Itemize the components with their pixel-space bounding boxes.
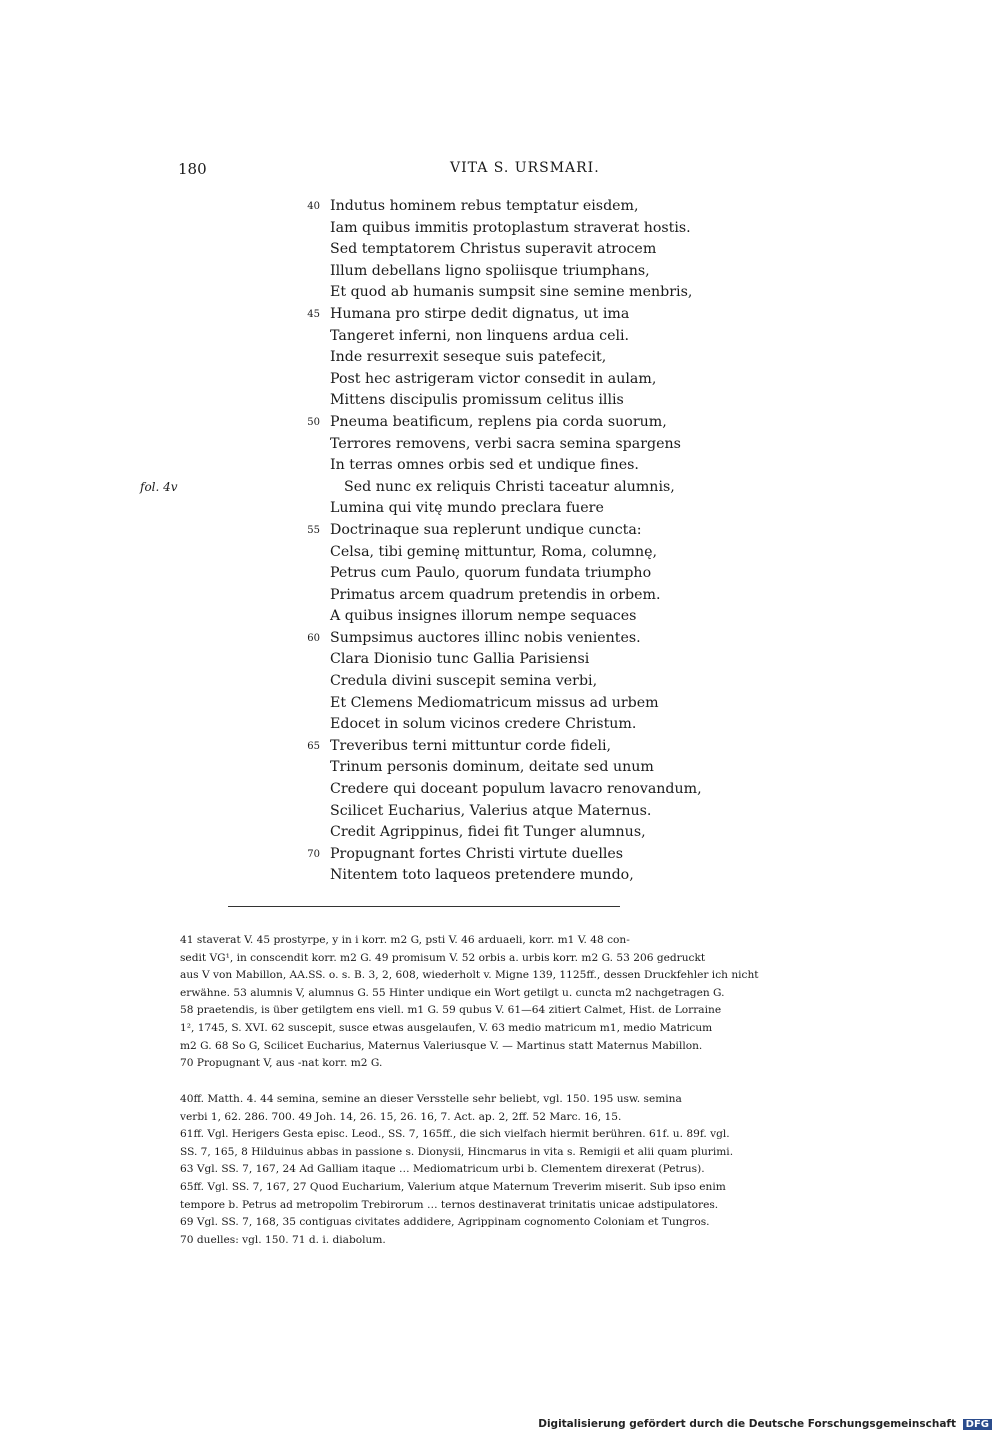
verse-line (330, 498, 790, 520)
dfg-credit-text: Digitalisierung gefördert durch die Deutsche Forschungsgemeinschaft (538, 1418, 956, 1430)
source-notes (180, 1091, 852, 1249)
verse-line (330, 822, 790, 844)
verse-line (330, 326, 790, 348)
apparatus-line: 1², 1745, S. XVI. 62 suscepit, susce etwas ausgelaufen, V. 63 medio matricum m1, medio Matricum (180, 1021, 713, 1034)
verse-text: Treveribus terni mittuntur corde fideli, (330, 737, 612, 754)
verse-line (307, 304, 790, 326)
sources-line: 63 Vgl. SS. 7, 167, 24 Ad Galliam itaque … Mediomatricum urbi b. Clementem direxerat (Petrus). (180, 1163, 705, 1176)
line-number: 65 (307, 740, 320, 752)
verse-line (330, 369, 790, 391)
verse-text: Nitentem toto laqueos pretendere mundo, (330, 867, 634, 884)
verse-line (330, 390, 790, 412)
running-title: VITA S. URSMARI. (450, 160, 600, 176)
verse-text: Post hec astrigeram victor consedit in aulam, (330, 370, 657, 387)
verse-text: Credula divini suscepit semina verbi, (330, 673, 598, 690)
line-number: 40 (307, 201, 320, 212)
sources-line: 65ff. Vgl. SS. 7, 167, 27 Quod Eucharium, Valerium atque Maternum Treverim miserit. Sub ipso enim (180, 1180, 726, 1193)
verse-line (330, 585, 790, 607)
verse-text: Celsa, tibi geminę mittuntur, Roma, columnę, (330, 543, 657, 560)
sources-line: SS. 7, 165, 8 Hilduinus abbas in passione s. Dionysii, Hincmarus in vita s. Remigii et alii quam plurimi. (180, 1145, 734, 1158)
verse-line (330, 693, 790, 715)
verse-text: Mittens discipulis promissum celitus illis (330, 392, 624, 409)
verse-text: Propugnant fortes Christi virtute duelles (330, 845, 624, 862)
verse-line (330, 865, 790, 887)
verse-text: Trinum personis dominum, deitate sed unum (330, 759, 654, 776)
verse-text: Humana pro stirpe dedit dignatus, ut ima (330, 305, 630, 322)
apparatus-line: 70 Propugnant V, aus -nat korr. m2 G. (180, 1057, 383, 1070)
verse-line (330, 282, 790, 304)
footnote-rule (228, 906, 620, 907)
apparatus-line: erwähne. 53 alumnis V, alumnus G. 55 Hinter undique ein Wort getilgt u. cuncta m2 nachgetragen G. (180, 986, 725, 999)
verse-text: Et quod ab humanis sumpsit sine semine menbris, (330, 284, 693, 301)
verse-text: Lumina qui vitę mundo preclara fuere (330, 500, 604, 517)
sources-line: 61ff. Vgl. Herigers Gesta episc. Leod., SS. 7, 165ff., die sich vielfach hiermit berühren. 61f. u. 89f. vgl. (180, 1128, 730, 1141)
verse-line (307, 196, 790, 218)
sources-line: verbi 1, 62. 286. 700. 49 Joh. 14, 26. 15, 26. 16, 7. Act. ap. 2, 2ff. 52 Marc. 16, 15. (180, 1110, 622, 1123)
verse-line (330, 757, 790, 779)
verse-line (330, 542, 790, 564)
page-number: 180 (178, 160, 207, 178)
apparatus-line: sedit VG¹, in conscendit korr. m2 G. 49 promisum V. 52 orbis a. urbis korr. m2 G. 53 206 gedruckt (180, 951, 706, 964)
line-number: 50 (307, 416, 320, 428)
verse-line (307, 412, 790, 434)
sources-line: 40ff. Matth. 4. 44 semina, semine an dieser Versstelle sehr beliebt, vgl. 150. 195 usw. semina (180, 1093, 682, 1105)
verse-line (330, 671, 790, 693)
verse-line (330, 434, 790, 456)
line-number: 60 (307, 632, 320, 644)
verse-text: Scilicet Eucharius, Valerius atque Maternus. (330, 802, 652, 819)
verse-line (330, 801, 790, 823)
verse-text: Illum debellans ligno spoliisque triumphans, (330, 262, 650, 279)
verse-text: Pneuma beatificum, replens pia corda suorum, (330, 413, 667, 430)
verse-line (330, 649, 790, 671)
verse-text: Doctrinaque sua replerunt undique cuncta: (330, 521, 642, 538)
apparatus-line: 58 praetendis, is über getilgtem ens viell. m1 G. 59 qubus V. 61—64 zitiert Calmet, Hist. de Lorraine (180, 1004, 722, 1017)
apparatus-line: aus V von Mabillon, AA.SS. o. s. B. 3, 2, 608, wiederholt v. Migne 139, 1125ff., dessen Druckfehler ich nicht (180, 969, 759, 982)
apparatus-line: 41 staverat V. 45 prostyrpe, y in i korr. m2 G, psti V. 46 arduaeli, korr. m1 V. 48 con- (180, 934, 630, 946)
verse-line (307, 844, 790, 866)
dfg-credit (538, 1418, 992, 1430)
poem-text (307, 196, 790, 887)
marginal-note: fol. 4v (140, 480, 178, 494)
verse-text: Inde resurrexit seseque suis patefecit, (330, 349, 607, 366)
verse-text: In terras omnes orbis sed et undique fines. (330, 457, 639, 474)
verse-text: Clara Dionisio tunc Gallia Parisiensi (330, 651, 590, 668)
line-number: 70 (307, 848, 320, 860)
verse-line (330, 218, 790, 240)
dfg-logo: DFG (963, 1419, 992, 1430)
verse-text: Iam quibus immitis protoplastum straverat hostis. (330, 219, 691, 236)
line-number: 55 (307, 524, 320, 536)
verse-text: Sumpsimus auctores illinc nobis venientes. (330, 629, 641, 646)
verse-line (330, 261, 790, 283)
verse-line (307, 736, 790, 758)
sources-line: 69 Vgl. SS. 7, 168, 35 contiguas civitates addidere, Agrippinam cognomento Coloniam et Tungros. (180, 1216, 710, 1229)
verse-line (330, 239, 790, 261)
verse-text: Terrores removens, verbi sacra semina spargens (330, 435, 681, 452)
verse-text: Credere qui doceant populum lavacro renovandum, (330, 781, 702, 798)
verse-text: Et Clemens Mediomatricum missus ad urbem (330, 694, 659, 711)
verse-line (307, 628, 790, 650)
verse-line (330, 606, 790, 628)
verse-text: Sed temptatorem Christus superavit atrocem (330, 241, 657, 258)
sources-line: 70 duelles: vgl. 150. 71 d. i. diabolum. (180, 1233, 386, 1246)
verse-text: Edocet in solum vicinos credere Christum. (330, 716, 637, 733)
verse-text: Petrus cum Paulo, quorum fundata triumpho (330, 565, 652, 582)
verse-line (330, 779, 790, 801)
verse-line (330, 714, 790, 736)
verse-line (307, 520, 790, 542)
verse-text: Primatus arcem quadrum pretendis in orbem. (330, 586, 661, 603)
verse-text: Tangeret inferni, non linquens ardua celi. (330, 327, 630, 344)
line-number: 45 (307, 308, 320, 320)
verse-line (330, 563, 790, 585)
sources-line: tempore b. Petrus ad metropolim Trebirorum … ternos destinaverat trinitatis unicae adstipulatores. (180, 1198, 719, 1211)
verse-line (330, 477, 790, 499)
verse-line (330, 347, 790, 369)
verse-text: Credit Agrippinus, fidei fit Tunger alumnus, (330, 824, 646, 841)
critical-apparatus (180, 932, 852, 1073)
verse-text: A quibus insignes illorum nempe sequaces (330, 608, 637, 625)
verse-line (330, 455, 790, 477)
apparatus-line: m2 G. 68 So G, Scilicet Eucharius, Maternus Valeriusque V. — Martinus statt Maternus Mabillon. (180, 1039, 703, 1052)
verse-text: Indutus hominem rebus temptatur eisdem, (330, 198, 639, 214)
verse-text: Sed nunc ex reliquis Christi taceatur alumnis, (344, 478, 675, 495)
